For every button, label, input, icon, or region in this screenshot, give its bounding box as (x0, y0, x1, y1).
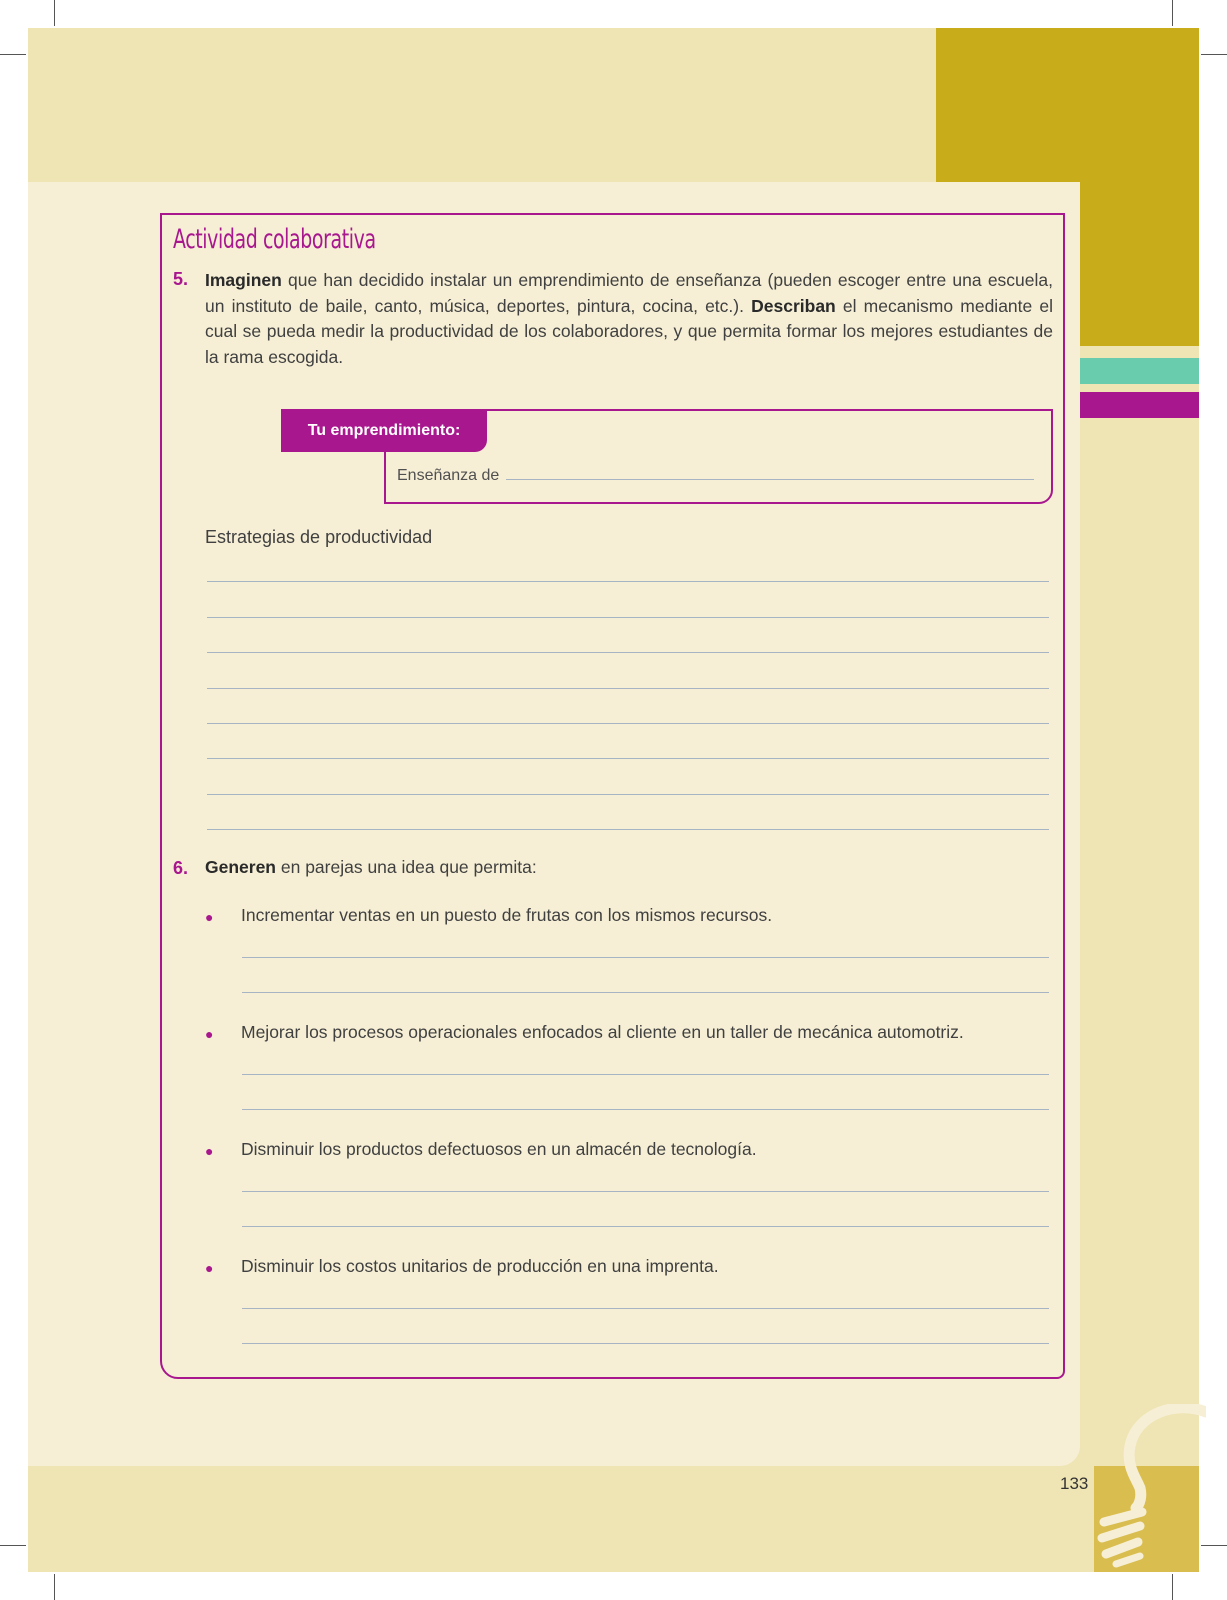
lightbulb-icon (1096, 1404, 1206, 1572)
q6-item-4: Disminuir los costos unitarios de producción en una imprenta. (241, 1256, 719, 1276)
bullet-icon: ● (205, 1260, 214, 1276)
answer-line[interactable] (242, 992, 1049, 993)
answer-line[interactable] (207, 652, 1049, 653)
question-6-text (205, 857, 537, 878)
answer-line[interactable] (242, 1109, 1049, 1110)
answer-line[interactable] (207, 688, 1049, 689)
q6-item-3: Disminuir los productos defectuosos en un almacén de tecnología. (241, 1139, 757, 1159)
magenta-stripe (1080, 392, 1199, 418)
crop-mark (0, 54, 26, 55)
answer-line[interactable] (207, 758, 1049, 759)
answer-line[interactable] (242, 1308, 1049, 1309)
q5-verb-imaginen: Imaginen (205, 270, 282, 290)
crop-mark (1201, 54, 1227, 55)
q5-text-part2: el mecanismo mediante el cual se pueda medir la productividad de los colaboradores, y que permita formar los mejores estudiantes de la rama escogida. (205, 295, 1054, 367)
answer-line[interactable] (242, 1226, 1049, 1227)
strategies-label: Estrategias de productividad (205, 527, 433, 547)
q5-text-part1: que han decidido instalar un emprendimiento de enseñanza (pueden escoger entre una escuela, un instituto de baile, canto, música, deportes, pintura, cocina, etc.). (205, 270, 1053, 316)
question-5-number: 5. (173, 269, 189, 289)
ensenanza-label: Enseñanza de (397, 467, 500, 484)
q6-text-rest: en parejas una idea que permita: (276, 857, 537, 877)
ensenanza-answer-line[interactable] (506, 479, 1034, 480)
teal-stripe (1080, 358, 1199, 384)
crop-mark (1172, 0, 1173, 26)
answer-line[interactable] (242, 1074, 1049, 1075)
answer-line[interactable] (207, 794, 1049, 795)
answer-line[interactable] (242, 957, 1049, 958)
page-number: 133 (1060, 1474, 1089, 1493)
answer-line[interactable] (207, 617, 1049, 618)
crop-mark (54, 1574, 55, 1600)
bullet-icon: ● (205, 1143, 214, 1159)
answer-line[interactable] (207, 829, 1049, 830)
q6-item-2: Mejorar los procesos operacionales enfocados al cliente en un taller de mecánica automotriz. (241, 1022, 964, 1042)
answer-line[interactable] (242, 1191, 1049, 1192)
answer-line[interactable] (207, 581, 1049, 582)
bullet-icon: ● (205, 1026, 214, 1042)
q5-verb-describan: Describan (751, 295, 836, 316)
answer-line[interactable] (207, 723, 1049, 724)
bullet-icon: ● (205, 909, 214, 925)
question-5-text (205, 268, 1053, 370)
emprendimiento-tab: Tu emprendimiento: (281, 409, 487, 452)
crop-mark (54, 0, 55, 26)
activity-box (160, 213, 1065, 1379)
activity-title: Actividad colaborativa (173, 224, 376, 255)
question-6-number: 6. (173, 858, 189, 878)
crop-mark (1172, 1574, 1173, 1600)
crop-mark (0, 1545, 26, 1546)
q6-item-1: Incrementar ventas en un puesto de frutas con los mismos recursos. (241, 905, 773, 925)
answer-line[interactable] (242, 1343, 1049, 1344)
q6-verb-generen: Generen (205, 857, 276, 877)
